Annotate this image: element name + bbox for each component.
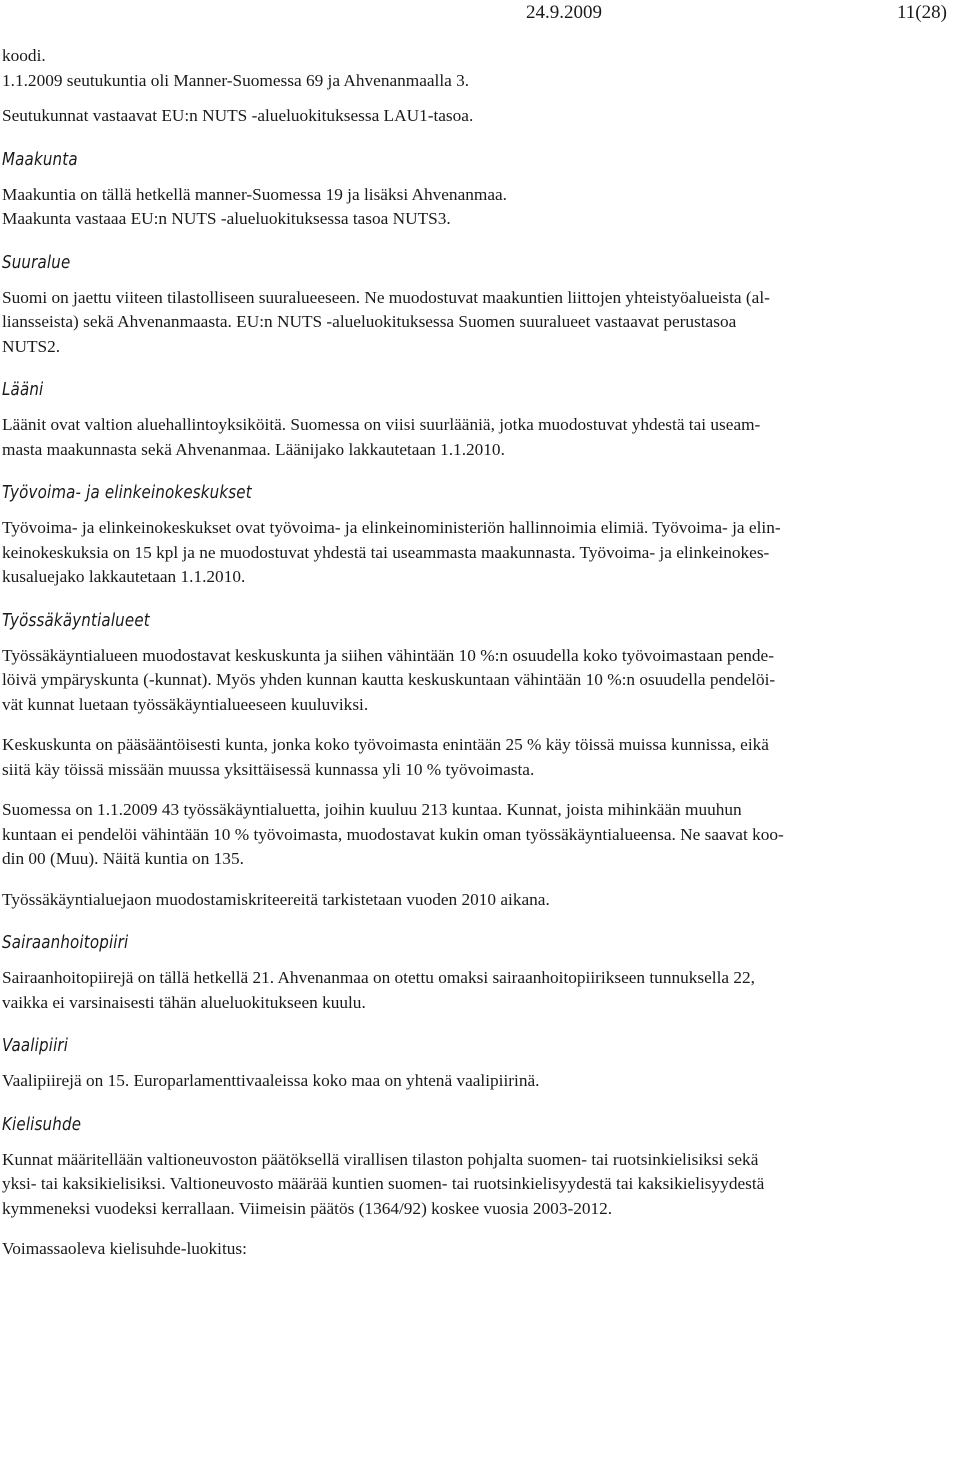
section-heading-maakunta: Maakunta <box>2 149 78 170</box>
tyossakaynti-text: Suomessa on 1.1.2009 43 työssäkäyntialuetta, joihin kuuluu 213 kuntaa. Kunnat, joista mihinkään muuhun <box>2 800 742 819</box>
tyovoima-text: kusaluejako lakkautetaan 1.1.2010. <box>2 567 246 586</box>
tyossakaynti-text: Työssäkäyntialuejaon muodostamiskriteereitä tarkistetaan vuoden 2010 aikana. <box>2 889 550 909</box>
kielisuhde-text: yksi- tai kaksikielisiksi. Valtioneuvosto määrää kuntien suomen- tai ruotsinkielisyydestä tai kaksikielisyydestä <box>2 1174 765 1193</box>
section-heading-vaalipiiri: Vaalipiiri <box>2 1036 69 1056</box>
intro-line: 1.1.2009 seutukuntia oli Manner-Suomessa 69 ja Ahvenanmaalla 3. <box>2 70 470 90</box>
maakunta-text: Maakunta vastaaa EU:n NUTS -alueluokituksessa tasoa NUTS3. <box>2 209 451 228</box>
kielisuhde-text: Kunnat määritellään valtioneuvoston päätöksellä virallisen tilaston pohjalta suomen- tai ruotsinkielisiksi sekä <box>2 1149 759 1169</box>
laani-text: masta maakunnasta sekä Ahvenanmaa. Läänijako lakkautetaan 1.1.2010. <box>2 439 505 459</box>
tyossakaynti-text: Työssäkäyntialueen muodostavat keskuskunta ja siihen vähintään 10 %:n osuudella koko työvoimastaan pende- <box>2 645 774 665</box>
tyossakaynti-text: din 00 (Muu). Näitä kuntia on 135. <box>2 849 244 868</box>
tyovoima-text: keinokeskuksia on 15 kpl ja ne muodostuvat yhdestä tai useammasta maakunnasta. Työvoima- ja elinkeinokes- <box>2 542 770 562</box>
section-heading-tyossakaynti: Työssäkäyntialueet <box>2 610 150 631</box>
header-date: 24.9.2009 <box>526 2 602 23</box>
kielisuhde-closing: Voimassaoleva kielisuhde-luokitus: <box>2 1239 247 1258</box>
vaalipiiri-text: Vaalipiirejä on 15. Europarlamenttivaaleissa koko maa on yhtenä vaalipiirinä. <box>2 1071 540 1090</box>
tyossakaynti-text: Keskuskunta on pääsääntöisesti kunta, jonka koko työvoimasta enintään 25 % käy töissä muissa kunnissa, eikä <box>2 735 769 754</box>
tyossakaynti-text: kuntaan ei pendelöi vähintään 10 % työvoimasta, muodostavat kukin oman työssäkäyntialueensa. Ne saavat koo- <box>2 824 784 844</box>
tyossakaynti-text: siitä käy töissä missään muussa yksittäisessä kunnassa yli 10 % työvoimasta. <box>2 759 535 779</box>
section-heading-kielisuhde: Kielisuhde <box>2 1114 82 1135</box>
suuralue-text: liansseista) sekä Ahvenanmaasta. EU:n NUTS -alueluokituksessa Suomen suuralueet vastaavat perustasoa <box>2 312 737 331</box>
suuralue-text: Suomi on jaettu viiteen tilastolliseen suuralueeseen. Ne muodostuvat maakuntien liittojen yhteistyöalueista (al- <box>2 287 770 307</box>
kielisuhde-text: kymmeneksi vuodeksi kerrallaan. Viimeisin päätös (1364/92) koskee vuosia 2003-2012. <box>2 1198 613 1218</box>
section-heading-laani: Lääni <box>2 380 44 400</box>
sairaanhoitopiiri-text: vaikka ei varsinaisesti tähän alueluokitukseen kuulu. <box>2 992 366 1012</box>
section-heading-suuralue: Suuralue <box>2 252 71 273</box>
suuralue-text: NUTS2. <box>2 336 61 356</box>
document-body <box>2 44 954 1262</box>
tyossakaynti-text: vät kunnat luetaan työssäkäyntialueeseen kuuluviksi. <box>2 694 369 714</box>
header-page-number: 11(28) <box>897 2 947 23</box>
tyossakaynti-text: löivä ympäryskunta (-kunnat). Myös yhden kunnan kautta keskuskuntaan vähintään 10 %:n osuudella pendelöi- <box>2 670 776 689</box>
tyovoima-text: Työvoima- ja elinkeinokeskukset ovat työvoima- ja elinkeinoministeriön hallinnoimia elimiä. Työvoima- ja elin- <box>2 518 781 537</box>
intro-paragraph: Seutukunnat vastaavat EU:n NUTS -alueluokituksessa LAU1-tasoa. <box>2 106 474 125</box>
laani-text: Läänit ovat valtion aluehallintoyksiköitä. Suomessa on viisi suurlääniä, jotka muodostuvat yhdestä tai useam- <box>2 415 761 434</box>
maakunta-text: Maakuntia on tällä hetkellä manner-Suomessa 19 ja lisäksi Ahvenanmaa. <box>2 184 507 204</box>
intro-line: koodi. <box>2 46 46 65</box>
section-heading-tyovoima: Työvoima- ja elinkeinokeskukset <box>2 483 252 503</box>
sairaanhoitopiiri-text: Sairaanhoitopiirejä on tällä hetkellä 21. Ahvenanmaa on otettu omaksi sairaanhoitopiirikseen tunnuksella 22, <box>2 968 755 987</box>
section-heading-sairaanhoitopiiri: Sairaanhoitopiiri <box>2 933 129 953</box>
